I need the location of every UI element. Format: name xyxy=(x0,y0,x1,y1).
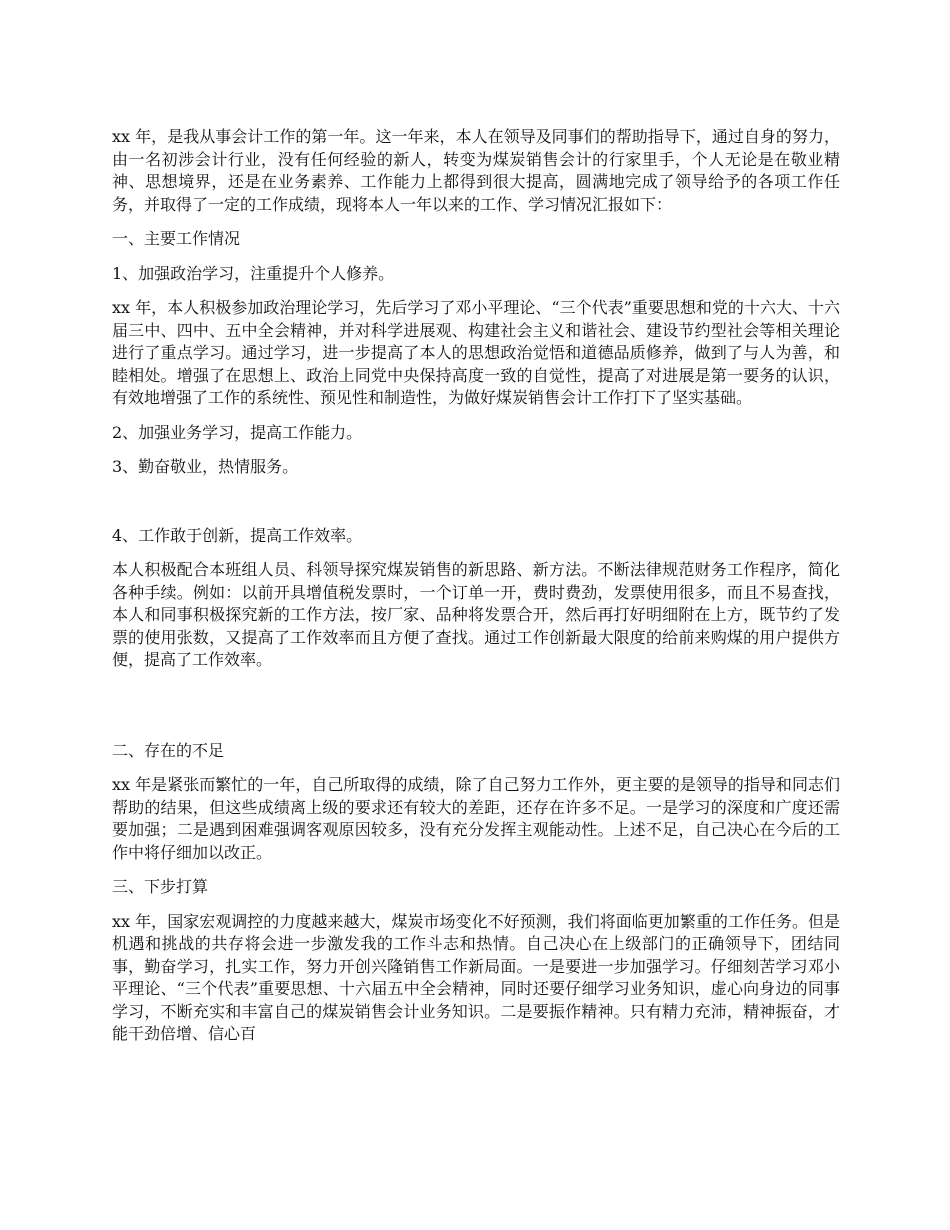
document-page xyxy=(112,126,840,1046)
item-heading-political-study: 1、加强政治学习，注重提升个人修养。 xyxy=(112,263,395,283)
intro-paragraph: xx 年，是我从事会计工作的第一年。这一年来，本人在领导及同事们的帮助指导下，通过自身的努力，由一名初涉会计行业，没有任何经验的新人，转变为煤炭销售会计的行家里手，个人无论是在敬业精神、思想境界，还是在业务素养、工作能力上都得到很大提高，圆满地完成了领导给予的各项工作任务，并取得了一定的工作成绩，现将本人一年以来的工作、学习情况汇报如下： xyxy=(112,127,840,214)
section-heading-main-work: 一、主要工作情况 xyxy=(112,229,241,248)
shortcomings-paragraph: xx 年是紧张而繁忙的一年，自己所取得的成绩，除了自己努力工作外，更主要的是领导的指导和同志们帮助的结果，但这些成绩离上级的要求还有较大的差距，还存在许多不足。一是学习的深度和广度还需要加强；二是遇到困难强调客观原因较多，没有充分发挥主观能动性。上述不足，自己决心在今后的工作中将仔细加以改正。 xyxy=(112,775,840,862)
item-heading-innovation: 4、工作敢于创新，提高工作效率。 xyxy=(112,525,363,545)
section-heading-shortcomings: 二、存在的不足 xyxy=(112,740,225,760)
next-steps-paragraph: xx 年，国家宏观调控的力度越来越大，煤炭市场变化不好预测，我们将面临更加繁重的工作任务。但是机遇和挑战的共存将会进一步激发我的工作斗志和热情。自己决心在上级部门的正确领导下，团结同事，勤奋学习，扎实工作，努力开创兴隆销售工作新局面。一是要进一步加强学习。仔细刻苦学习邓小平理论、“三个代表”重要思想、十六届五中全会精神，同时还要仔细学习业务知识，虚心向身边的同事学习，不断充实和丰富自己的煤炭销售会计业务知识。二是要振作精神。只有精力充沛，精神振奋，才能干劲倍增、信心百 xyxy=(112,911,840,1043)
item-heading-business-study: 2、加强业务学习，提高工作能力。 xyxy=(112,422,363,442)
section-heading-next-steps: 三、下步打算 xyxy=(112,877,209,896)
political-study-paragraph: xx 年，本人积极参加政治理论学习，先后学习了邓小平理论、“三个代表”重要思想和党的十六大、十六届三中、四中、五中全会精神，并对科学进展观、构建社会主义和谐社会、建设节约型社会等相关理论进行了重点学习。通过学习，进一步提高了本人的思想政治觉悟和道德品质修养，做到了与人为善，和睦相处。增强了在思想上、政治上同党中央保持高度一致的自觉性，提高了对进展是第一要务的认识，有效地增强了工作的系统性、预见性和制造性，为做好煤炭销售会计工作打下了坚实基础。 xyxy=(112,298,840,407)
innovation-paragraph: 本人积极配合本班组人员、科领导探究煤炭销售的新思路、新方法。不断法律规范财务工作程序，简化各种手续。例如：以前开具增值税发票时，一个订单一开，费时费劲，发票使用很多，而且不易查找，本人和同事积极探究新的工作方法，按厂家、品种将发票合开，然后再打好明细附在上方，既节约了发票的使用张数，又提高了工作效率而且方便了查找。通过工作创新最大限度的给前来购煤的用户提供方便，提高了工作效率。 xyxy=(112,560,840,669)
item-heading-diligent-service: 3、勤奋敬业，热情服务。 xyxy=(112,457,299,476)
